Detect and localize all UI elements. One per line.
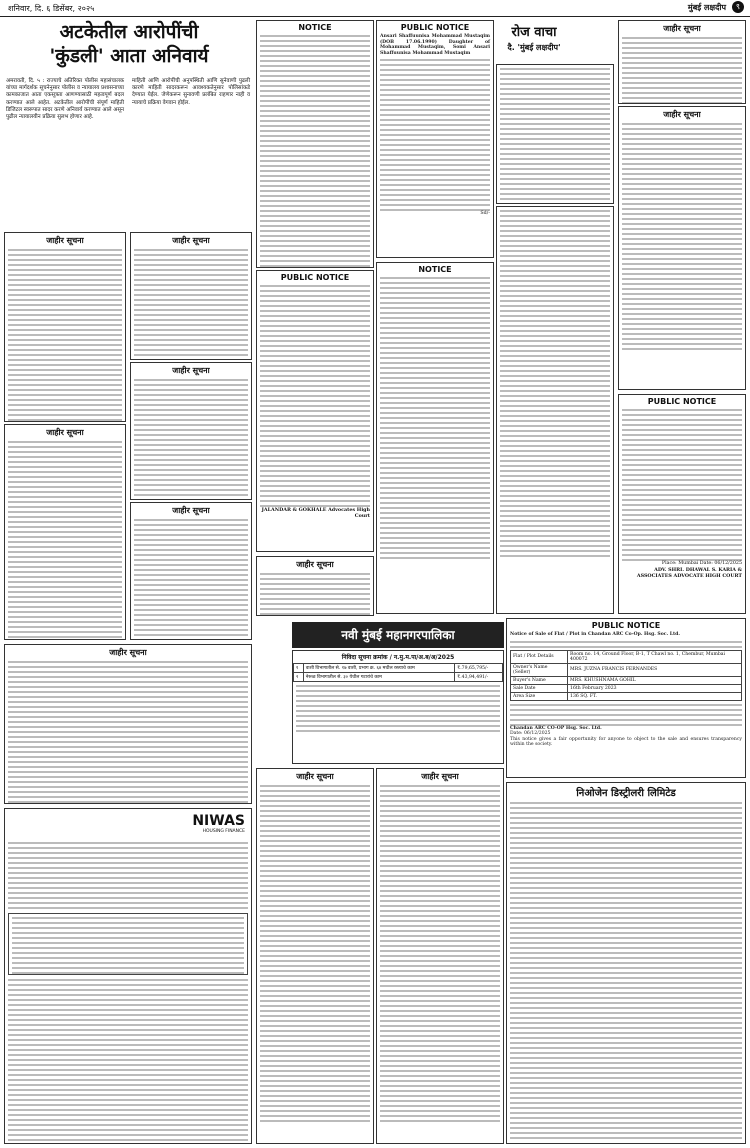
niwas-table bbox=[8, 913, 248, 975]
notice-heading: जाहीर सूचना bbox=[172, 506, 210, 515]
notice-heading: जाहीर सूचना bbox=[296, 560, 334, 569]
notice-heading: जाहीर सूचना bbox=[421, 772, 459, 781]
roj-vacha: रोज वाचा bbox=[511, 25, 557, 40]
notice-jahir-right-1 bbox=[618, 20, 746, 104]
tender-table bbox=[293, 663, 503, 682]
notice-english-3 bbox=[376, 262, 494, 614]
notice-jahir-col4-1 bbox=[496, 64, 614, 204]
niwas-logo-sub: HOUSING FINANCE bbox=[202, 829, 245, 834]
chandan-sign: Chandan ARC CO-OP Hsg. Soc. Ltd. bbox=[510, 725, 602, 731]
notice-public-2 bbox=[256, 270, 374, 552]
masthead bbox=[0, 0, 750, 17]
notice-heading: जाहीर सूचना bbox=[172, 236, 210, 245]
headline-line-1: अटकेतील आरोपींची bbox=[59, 21, 199, 43]
notice-public-ansari bbox=[376, 20, 494, 258]
notice-jahir-bottom-mid bbox=[256, 768, 374, 1144]
notice-heading: जाहीर सूचना bbox=[663, 24, 701, 33]
table-row: Buyer's Name MRS. KHUSHNAMA GOHIL bbox=[511, 676, 742, 684]
notice-jahir-bottom-right bbox=[376, 768, 504, 1144]
chandan-date: Date: 06/12/2025 bbox=[510, 731, 551, 737]
table-row: Area Size 136 SQ. FT. bbox=[511, 692, 742, 700]
notice-heading: PUBLIC NOTICE bbox=[400, 23, 470, 32]
table-row: २ नेरूळ विभागातील से. ३० येथील गटारांचे काम ₹.43,94,491/- bbox=[294, 673, 503, 682]
nmmc-banner: नवी मुंबई महानगरपालिका bbox=[292, 622, 504, 648]
notice-heading: PUBLIC NOTICE bbox=[280, 273, 350, 282]
roj-vacha-sub: दै. 'मुंबई लक्षदीप' bbox=[507, 43, 561, 52]
notice-heading: PUBLIC NOTICE bbox=[591, 621, 661, 630]
notice-heading: NOTICE bbox=[298, 23, 332, 32]
niwas-housing-notice bbox=[4, 808, 252, 1144]
headline bbox=[6, 20, 252, 68]
advocates-sign: JALANDAR & GOKHALE Advocates High Court bbox=[261, 507, 370, 519]
niyojan-heading: निओजेन डिस्ट्रीलरी लिमिटेड bbox=[576, 788, 676, 799]
notice-heading: जाहीर सूचना bbox=[663, 110, 701, 119]
headline-line-2: 'कुंडली' आता अनिवार्य bbox=[49, 45, 209, 67]
ansari-name: Ansari Shaffuunisa Mohammad Mustaqim (DOB 17.06.1990) Daughter of Mohammad Mustaqim, Somi Ansari Shaffuunisa Mohammad Mustaqim bbox=[380, 34, 490, 56]
chandan-footer: This notice gives a fair opportunity for anyone to object to the sale and ensures transparency within the society. bbox=[510, 736, 742, 748]
notice-jahir-right-2 bbox=[618, 106, 746, 390]
notice-heading: जाहीर सूचना bbox=[46, 236, 84, 245]
notice-jahir-left-2 bbox=[130, 232, 252, 360]
signature: Sd/- bbox=[480, 211, 490, 217]
notice-jahir-left-1 bbox=[4, 232, 126, 422]
notice-jahir-wide bbox=[4, 644, 252, 804]
table-row: १ वाशी विभागातील से. १७ वाशी, प्रभाग क्र. ६४ मधील रस्त्याचे काम ₹.79,65,795/- bbox=[294, 664, 503, 673]
lead-story bbox=[6, 78, 252, 228]
niyojan-notice bbox=[506, 782, 746, 1144]
advocate-sign: ADV. SHRI. DHAWAL S. KARIA & ASSOCIATES ADVOCATE HIGH COURT bbox=[636, 567, 742, 579]
story-column-1: अमरावती, दि. ५ : राज्याचे अतिरिक्त पोलीस महासंचालक यांच्या मार्गदर्शक सूचनेनुसार पोलीस व न्यायालय प्रशासनाच्या कामकाजात आता एकसूत्रता आणण्यासाठी महत्वपूर्ण बदल करण्यात आले आहेत. अटकेतील आरोपींची संपूर्ण माहिती डिजिटल स्वरूपात सादर करणे अनिवार्य करण्यात आले असून पुढील न्यायालयीन प्रक्रिया सुलभ होणार आहे. bbox=[6, 78, 124, 121]
story-column-2: माहिती आणि आरोपींची अनुपस्थिती आणि सुनेवाणी पुढली कारणे माहिती सादरकरून आवश्यकतेनुसार पोलिसांकडे देण्यात येईल. जेणेकरून सुनावणी प्रलंबित राहणार नाही व न्यायाचे प्रक्रिया वेगवान होईल. bbox=[132, 78, 250, 106]
notice-heading: जाहीर सूचना bbox=[172, 366, 210, 375]
tender-heading: निविदा सूचना क्रमांक / न.मु.म.पा/अ.ब/अ/2025 bbox=[341, 654, 455, 661]
notice-english-1 bbox=[256, 20, 374, 268]
notice-jahir-left-5 bbox=[130, 502, 252, 640]
notice-public-right-3 bbox=[618, 394, 746, 614]
table-row: Sale Date 16th February 2023 bbox=[511, 684, 742, 692]
notice-heading: PUBLIC NOTICE bbox=[647, 397, 717, 406]
place-date: Place: Mumbai Date: 06/12/2025 bbox=[661, 561, 742, 566]
niwas-logo: NIWAS bbox=[192, 813, 245, 829]
notice-heading: जाहीर सूचना bbox=[46, 428, 84, 437]
notice-jahir-mid bbox=[256, 556, 374, 616]
notice-jahir-left-3 bbox=[130, 362, 252, 500]
chandan-title: Notice of Sale of Flat / Plot in Chandan ARC Co-Op. Hsg. Soc. Ltd. bbox=[510, 632, 680, 637]
nmmc-tender bbox=[292, 650, 504, 764]
notice-heading: जाहीर सूचना bbox=[296, 772, 334, 781]
roj-vacha-box bbox=[496, 20, 572, 60]
notice-heading: जाहीर सूचना bbox=[109, 648, 147, 657]
chandan-details bbox=[510, 650, 742, 701]
notice-jahir-left-4 bbox=[4, 424, 126, 640]
notice-heading: NOTICE bbox=[418, 265, 452, 274]
chandan-arc-notice bbox=[506, 618, 746, 778]
issue-date: शनिवार, दि. ६ डिसेंबर, २०२५ bbox=[8, 4, 95, 13]
newspaper-title: मुंबई लक्षदीप bbox=[687, 3, 726, 12]
page-number: ९ bbox=[732, 1, 744, 13]
notice-jahir-col4-2 bbox=[496, 206, 614, 614]
table-row: Flat / Plot Details Room no. 14, Ground Floor, B-1, T Chawl no. 1, Chembur, Mumbai 400072 bbox=[511, 650, 742, 663]
table-row: Owner's Name (Seller) MRS. JUZNA FRANCIS FERNANDES bbox=[511, 663, 742, 676]
